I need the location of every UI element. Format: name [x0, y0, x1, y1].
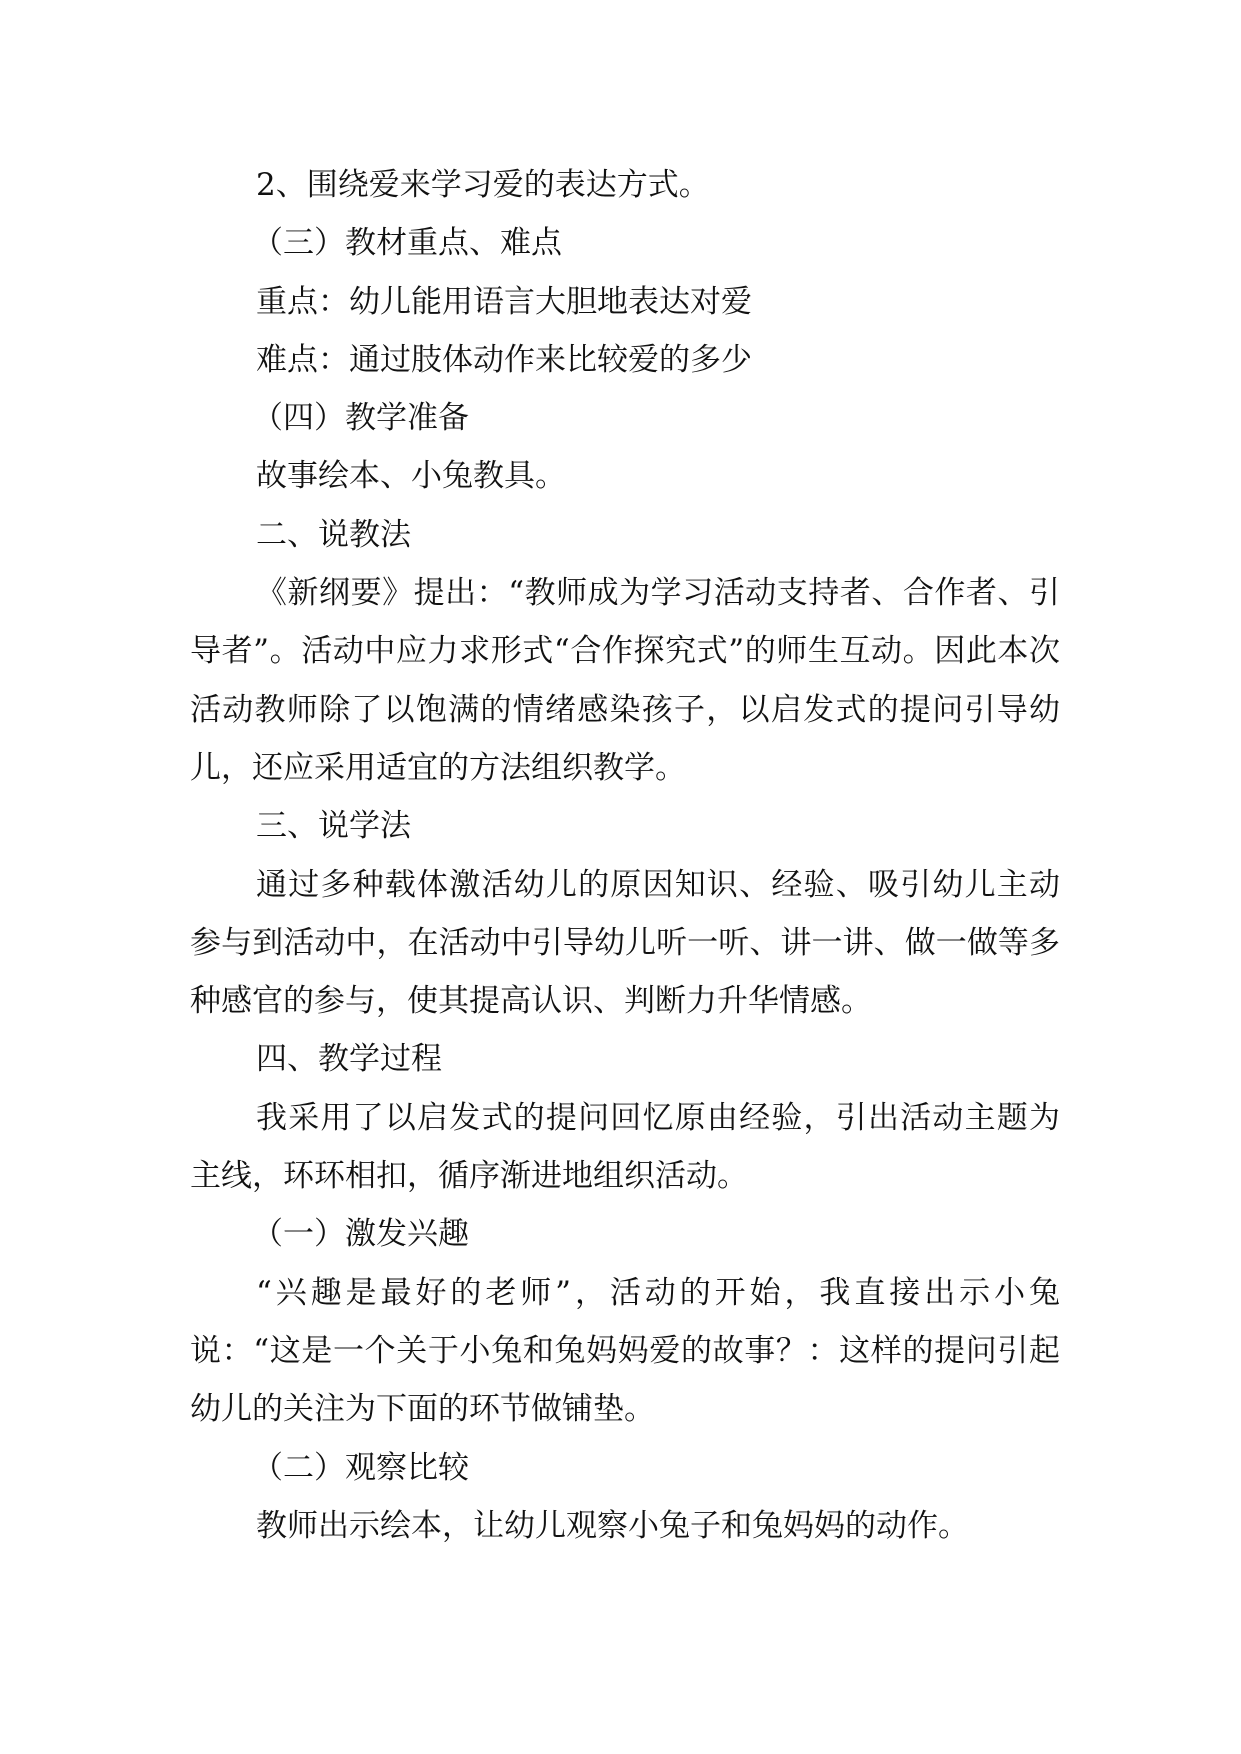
difficulty-line: 难点：通过肢体动作来比较爱的多少 [256, 341, 752, 378]
section-heading-teaching-method: 二、说教法 [256, 516, 411, 553]
section-heading-observe-compare: （二）观察比较 [252, 1449, 469, 1486]
section-heading-interest: （一）激发兴趣 [252, 1216, 469, 1253]
section-heading-key-points: （三）教材重点、难点 [252, 225, 562, 262]
section-heading-teaching-process: 四、教学过程 [256, 1041, 442, 1078]
paragraph-learning-method: 通过多种载体激活幼儿的原因知识、经验、吸引幼儿主动参与到活动中，在活动中引导幼儿听一听、讲一讲、做一做等多种感官的参与，使其提高认识、判断力升华情感。 [190, 866, 1060, 1020]
key-point-line: 重点：幼儿能用语言大胆地表达对爱 [256, 283, 752, 320]
document-body [190, 156, 1060, 1555]
preparation-line: 故事绘本、小兔教具。 [256, 458, 566, 495]
paragraph-interest: “兴趣是最好的老师”，活动的开始，我直接出示小兔说：“这是一个关于小兔和兔妈妈爱的故事？：这样的提问引起幼儿的关注为下面的环节做铺垫。 [190, 1274, 1060, 1428]
section-heading-preparation: （四）教学准备 [252, 400, 469, 437]
paragraph-observe-compare: 教师出示绘本，让幼儿观察小兔子和兔妈妈的动作。 [256, 1507, 969, 1544]
list-item-goal-2: 2、围绕爱来学习爱的表达方式。 [256, 167, 710, 203]
section-heading-learning-method: 三、说学法 [256, 808, 411, 845]
paragraph-teaching-process: 我采用了以启发式的提问回忆原由经验，引出活动主题为主线，环环相扣，循序渐进地组织活动。 [190, 1099, 1060, 1195]
paragraph-teaching-method: 《新纲要》提出：“教师成为学习活动支持者、合作者、引导者”。活动中应力求形式“合作探究式”的师生互动。因此本次活动教师除了以饱满的情绪感染孩子，以启发式的提问引导幼儿，还应采用适宜的方法组织教学。 [190, 575, 1060, 786]
